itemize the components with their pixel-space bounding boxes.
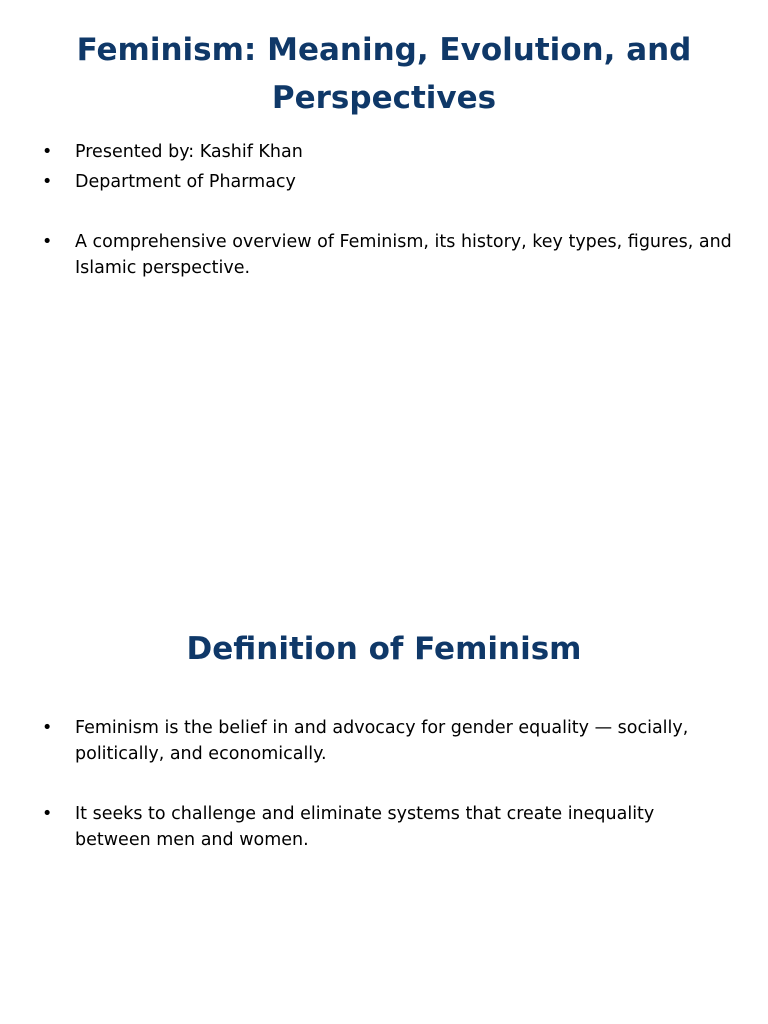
bullet-item — [42, 139, 732, 165]
bullet-icon: • — [42, 172, 53, 192]
bullet-item — [42, 229, 732, 281]
bullet-icon: • — [42, 718, 53, 738]
slide-2-title: Definition of Feminism — [186, 631, 582, 667]
bullet-item — [42, 169, 732, 195]
bullet-text: It seeks to challenge and eliminate systems that create inequality between men and women. — [75, 804, 655, 850]
bullet-text: A comprehensive overview of Feminism, its history, key types, figures, and Islamic perspective. — [75, 232, 732, 278]
slide-1-bullet-list — [42, 139, 732, 281]
slide-2-bullet-list — [42, 715, 732, 853]
bullet-text: Presented by: Kashif Khan — [75, 142, 303, 162]
slide-1-title: Feminism: Meaning, Evolution, and Perspectives — [76, 32, 692, 116]
bullet-icon: • — [42, 142, 53, 162]
bullet-icon: • — [42, 804, 53, 824]
bullet-item — [42, 801, 732, 853]
slide-2 — [0, 512, 768, 1024]
bullet-icon: • — [42, 232, 53, 252]
bullet-item — [42, 715, 732, 767]
bullet-text: Feminism is the belief in and advocacy for gender equality — socially, politically, and economically. — [75, 718, 689, 764]
bullet-text: Department of Pharmacy — [75, 172, 296, 192]
